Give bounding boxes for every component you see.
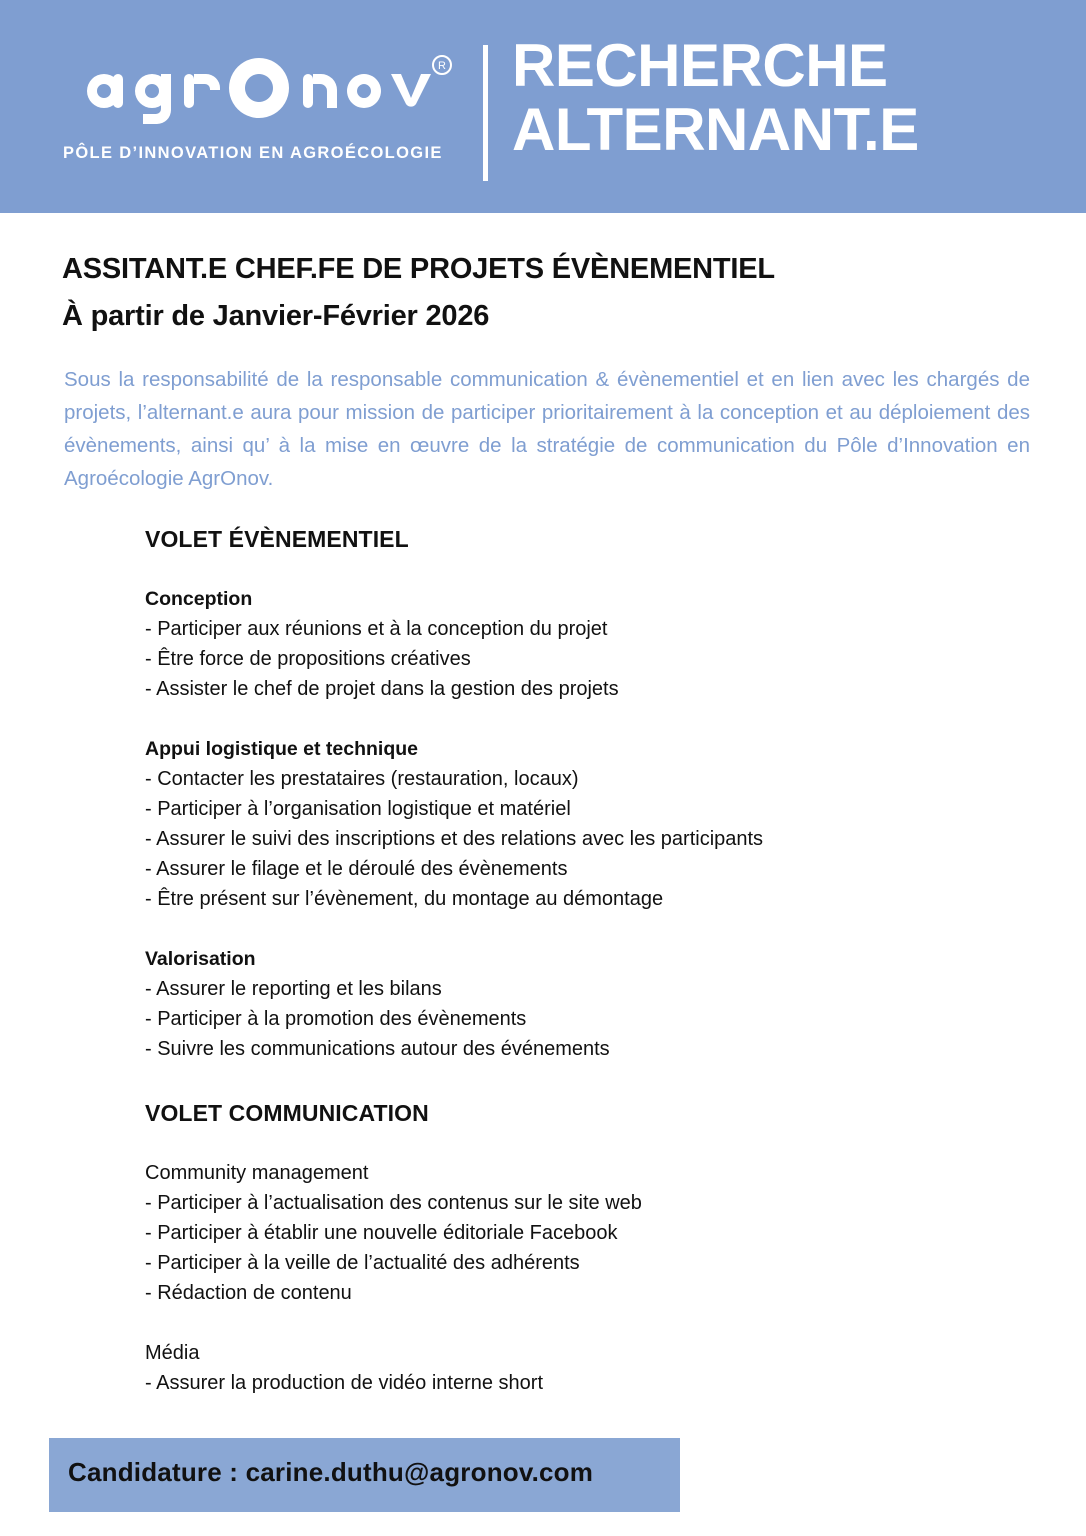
group-label: Conception — [145, 588, 253, 610]
bullet-item: - Suivre les communications autour des événements — [145, 1038, 610, 1060]
header-banner — [0, 0, 1086, 213]
group-label: Appui logistique et technique — [145, 738, 418, 760]
logo-tagline: PÔLE D’INNOVATION EN AGROÉCOLOGIE — [63, 144, 443, 162]
group-label: Média — [145, 1342, 200, 1364]
intro-paragraph-text: Sous la responsabilité de la responsable communication & évènementiel et en lien avec les chargés de projets, l’alternant.e aura pour mission de participer prioritairement à la conception et au déploiement des évènements, ainsi qu’ à la mise en œuvre de la stratégie de communication du Pôle d’Innovation en Agroécologie AgrOnov. — [64, 368, 1030, 490]
header-title-line-1: RECHERCHE — [512, 32, 888, 99]
bullet-item: - Participer à l’actualisation des contenus sur le site web — [145, 1192, 642, 1214]
bullet-item: - Être force de propositions créatives — [145, 648, 471, 670]
group-label: Valorisation — [145, 948, 256, 970]
bullet-item: - Contacter les prestataires (restauration, locaux) — [145, 768, 579, 790]
bullet-item: - Participer à la veille de l’actualité des adhérents — [145, 1252, 580, 1274]
volet-heading: VOLET COMMUNICATION — [145, 1100, 429, 1126]
group-spacer — [145, 554, 1025, 584]
bullet-item: - Rédaction de contenu — [145, 1282, 352, 1304]
candidature-text: Candidature : carine.duthu@agronov.com — [68, 1457, 594, 1487]
bullet-item: - Assister le chef de projet dans la gestion des projets — [145, 678, 619, 700]
group-spacer — [145, 704, 1025, 734]
bullet-item: - Être présent sur l’évènement, du montage au démontage — [145, 888, 664, 910]
header-title — [512, 34, 919, 162]
bullet-item: - Participer à établir une nouvelle éditoriale Facebook — [145, 1222, 618, 1244]
group-spacer — [145, 1308, 1025, 1338]
page-title: ASSITANT.E CHEF.FE DE PROJETS ÉVÈNEMENTIEL — [62, 253, 775, 285]
bullet-item: - Assurer la production de vidéo interne short — [145, 1372, 543, 1394]
bullet-item: - Assurer le suivi des inscriptions et des relations avec les participants — [145, 828, 764, 850]
bullet-item: - Assurer le filage et le déroulé des évènements — [145, 858, 568, 880]
header-title-line-2: ALTERNANT.E — [512, 96, 919, 163]
bullet-item: - Participer à la promotion des évènements — [145, 1008, 527, 1030]
agronov-wordmark-icon — [60, 44, 455, 124]
group-spacer — [145, 1128, 1025, 1158]
intro-paragraph — [64, 363, 1030, 495]
bullet-item: - Participer aux réunions et à la conception du projet — [145, 618, 608, 640]
volet-heading: VOLET ÉVÈNEMENTIEL — [145, 526, 409, 552]
group-label: Community management — [145, 1162, 369, 1184]
agronov-logo — [60, 44, 460, 162]
page-subtitle: À partir de Janvier-Février 2026 — [62, 300, 490, 332]
group-spacer — [145, 914, 1025, 944]
svg-text:R: R — [438, 60, 446, 72]
header-divider — [483, 45, 488, 181]
bullet-item: - Participer à l’organisation logistique et matériel — [145, 798, 571, 820]
bullet-item: - Assurer le reporting et les bilans — [145, 978, 442, 1000]
content-sections — [145, 524, 1025, 1398]
section-spacer — [145, 1064, 1025, 1098]
